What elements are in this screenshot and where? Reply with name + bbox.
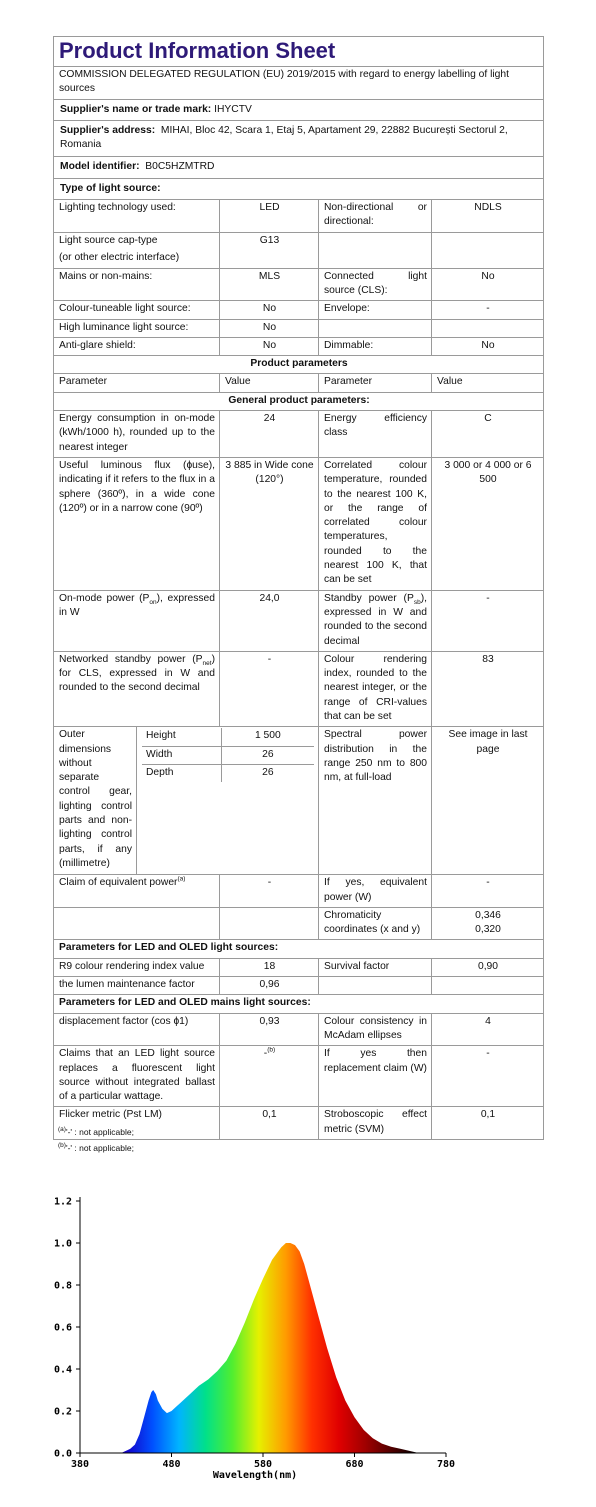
spd-value: See image in last page [432, 727, 544, 875]
on-mode-power-sub: on [149, 598, 157, 606]
y-tick-label: 0.0 [53, 1448, 72, 1460]
on-mode-power-text-b: ), expressed in W [59, 592, 215, 618]
empty-cell [319, 319, 432, 337]
cct-label: Correlated colour temperature, rounded to the nearest 100 K, or the range of correlated colour temperatures, rounded to the nearest 100 K, that can be set [319, 457, 432, 590]
y-tick-label: 0.6 [53, 1322, 72, 1334]
x-tick-label: 680 [345, 1459, 364, 1470]
footnote-a-mark: (a) [58, 1126, 66, 1134]
envelope-label: Envelope: [319, 301, 432, 319]
mains-label: Mains or non-mains: [54, 268, 220, 301]
svm-label: Stroboscopic effect metric (SVM) [319, 1107, 432, 1140]
x-tick-label: 780 [436, 1459, 456, 1470]
cap-type-cell [54, 232, 220, 268]
flux-label: Useful luminous flux (ɸuse), indicating if it refers to the flux in a sphere (360º), in a wide cone (120º) or in a narrow cone (90º) [54, 457, 220, 590]
footnote-b-text: '-' : not applicable; [65, 1143, 134, 1153]
chromaticity-y: 0,320 [475, 924, 501, 936]
displacement-value: 0,93 [220, 1013, 319, 1046]
empty-cell [432, 319, 544, 337]
led-heading: Parameters for LED and OLED light sources: [54, 940, 544, 958]
efficiency-class-label: Energy efficiency class [319, 411, 432, 458]
empty-cell [319, 977, 432, 995]
standby-power-label [319, 590, 432, 651]
width-value: 26 [221, 746, 314, 764]
high-luminance-value: No [220, 319, 319, 337]
footnotes [58, 1124, 134, 1156]
efficiency-class-value: C [432, 411, 544, 458]
equiv-power-note: (a) [177, 875, 186, 883]
cap-type-label: Light source cap-type [59, 234, 158, 246]
standby-power-text: Standby power (P [324, 592, 414, 604]
cap-type-label-b: (or other electric interface) [59, 251, 180, 263]
empty-cell [432, 977, 544, 995]
lighting-tech-label: Lighting technology used: [54, 200, 220, 233]
y-tick-label: 0.4 [53, 1364, 72, 1376]
survival-factor-label: Survival factor [319, 958, 432, 976]
dimmable-label: Dimmable: [319, 337, 432, 355]
anti-glare-value: No [220, 337, 319, 355]
supplier-name-value: IHYCTV [214, 103, 252, 115]
r9-label: R9 colour rendering index value [54, 958, 220, 976]
x-tick-label: 580 [253, 1459, 273, 1470]
dimensions-label: Outer dimensions without separate control gear, lighting control parts and non-lighting control parts, if any (millimetre) [54, 727, 137, 875]
supplier-name-row [54, 99, 544, 120]
colour-consistency-label: Colour consistency in McAdam ellipses [319, 1013, 432, 1046]
cri-value: 83 [432, 651, 544, 726]
x-axis-label: Wavelength(nm) [212, 1470, 298, 1481]
x-tick-label: 380 [70, 1459, 90, 1470]
standby-power-value: - [432, 590, 544, 651]
cls-label: Connected light source (CLS): [319, 268, 432, 301]
footnote-a-text: '-' : not applicable; [65, 1127, 134, 1137]
empty-cell [54, 907, 220, 940]
type-heading: Type of light source: [54, 178, 544, 199]
chromaticity-value [432, 907, 544, 940]
col-header-parameter-2: Parameter [319, 374, 432, 392]
claims-note: (b) [267, 1046, 276, 1054]
colour-tuneable-label: Colour-tuneable light source: [54, 301, 220, 319]
general-heading: General product parameters: [54, 392, 544, 410]
lumen-maintenance-label: the lumen maintenance factor [54, 977, 220, 995]
cap-type-value: G13 [220, 232, 319, 268]
cls-value: No [432, 268, 544, 301]
claims-label: Claims that an LED light source replaces a fluorescent light source without integrated ballast of a particular wattage. [54, 1046, 220, 1107]
equiv-power-value: - [220, 875, 319, 908]
claims-value [220, 1046, 319, 1107]
envelope-value: - [432, 301, 544, 319]
regulation-text: COMMISSION DELEGATED REGULATION (EU) 2019/2015 with regard to energy labelling of light sources [54, 67, 544, 100]
x-tick-label: 480 [162, 1459, 181, 1470]
empty-cell [319, 232, 432, 268]
high-luminance-label: High luminance light source: [54, 319, 220, 337]
supplier-address-value: MIHAI, Bloc 42, Scara 1, Etaj 5, Apartament 29, 22882 București Sectorul 2, Romania [60, 124, 508, 151]
footnote-b [58, 1140, 134, 1156]
replacement-claim-label: If yes then replacement claim (W) [319, 1046, 432, 1107]
on-mode-power-label [54, 590, 220, 651]
chromaticity-label: Chromaticity coordinates (x and y) [319, 907, 432, 940]
lighting-tech-value: LED [220, 200, 319, 233]
networked-standby-label [54, 651, 220, 726]
cri-label: Colour rendering index, rounded to the nearest integer, or the range of CRI-values that can be set [319, 651, 432, 726]
r9-value: 18 [220, 958, 319, 976]
colour-tuneable-value: No [220, 301, 319, 319]
survival-factor-value: 0,90 [432, 958, 544, 976]
model-identifier-row [54, 157, 544, 178]
page-title: Product Information Sheet [54, 37, 544, 67]
standby-power-sub: sb [413, 598, 421, 606]
y-tick-label: 0.8 [53, 1280, 72, 1292]
directional-value: NDLS [432, 200, 544, 233]
chromaticity-x: 0,346 [475, 909, 501, 921]
flicker-value: 0,1 [220, 1107, 319, 1140]
equiv-power-w-label: If yes, equivalent power (W) [319, 875, 432, 908]
replacement-claim-value: - [432, 1046, 544, 1107]
height-value: 1 500 [221, 728, 314, 746]
on-mode-power-value: 24,0 [220, 590, 319, 651]
equiv-power-w-value: - [432, 875, 544, 908]
height-label: Height [142, 728, 221, 746]
y-tick-label: 0.2 [53, 1406, 72, 1418]
spectral-power-chart [0, 1188, 596, 1488]
svm-value: 0,1 [432, 1107, 544, 1140]
model-identifier-label: Model identifier: [60, 161, 140, 173]
flicker-label: Flicker metric (Pst LM) [54, 1107, 220, 1140]
empty-cell [220, 907, 319, 940]
product-parameters-heading: Product parameters [54, 356, 544, 374]
col-header-value-2: Value [432, 374, 544, 392]
supplier-address-row [54, 120, 544, 157]
width-label: Width [142, 746, 221, 764]
equiv-power-text: Claim of equivalent power [59, 877, 178, 889]
info-table [53, 36, 544, 1140]
lumen-maintenance-value: 0,96 [220, 977, 319, 995]
y-tick-label: 1.0 [53, 1238, 72, 1250]
col-header-parameter: Parameter [54, 374, 220, 392]
footnote-a [58, 1124, 134, 1140]
mains-value: MLS [220, 268, 319, 301]
mains-heading: Parameters for LED and OLED mains light sources: [54, 995, 544, 1013]
claims-value-text: - [263, 1048, 268, 1060]
directional-label: Non-directional or directional: [319, 200, 432, 233]
colour-consistency-value: 4 [432, 1013, 544, 1046]
standby-power-text-b: ), expressed in W and rounded to the second decimal [324, 592, 427, 647]
flux-value: 3 885 in Wide cone (120°) [220, 457, 319, 590]
spd-label: Spectral power distribution in the range 250 nm to 800 nm, at full-load [319, 727, 432, 875]
cct-value: 3 000 or 4 000 or 6 500 [432, 457, 544, 590]
depth-value: 26 [262, 766, 274, 778]
networked-standby-value: - [220, 651, 319, 726]
product-information-sheet [53, 36, 543, 1140]
dimmable-value: No [432, 337, 544, 355]
col-header-value: Value [220, 374, 319, 392]
spectrum-area [121, 1243, 418, 1453]
energy-label: Energy consumption in on-mode (kWh/1000 h), rounded up to the nearest integer [54, 411, 220, 458]
displacement-label: displacement factor (cos ɸ1) [54, 1013, 220, 1046]
equiv-power-label [54, 875, 220, 908]
on-mode-power-text: On-mode power (P [59, 592, 150, 604]
anti-glare-label: Anti-glare shield: [54, 337, 220, 355]
footnote-b-mark: (b) [58, 1142, 66, 1150]
model-identifier-value: B0C5HZMTRD [145, 161, 215, 173]
dimensions-values [137, 727, 319, 875]
supplier-name-label: Supplier's name or trade mark: [60, 103, 212, 115]
y-tick-label: 1.2 [53, 1196, 72, 1208]
networked-standby-text-b: ) for CLS, expressed in W and rounded to the second decimal [59, 653, 215, 694]
energy-value: 24 [220, 411, 319, 458]
empty-cell [432, 232, 544, 268]
dimensions-subtable [142, 728, 314, 782]
supplier-address-label: Supplier's address: [60, 124, 156, 136]
depth-label: Depth [142, 764, 221, 782]
networked-standby-sub: net [202, 659, 212, 667]
networked-standby-text: Networked standby power (P [59, 653, 203, 665]
